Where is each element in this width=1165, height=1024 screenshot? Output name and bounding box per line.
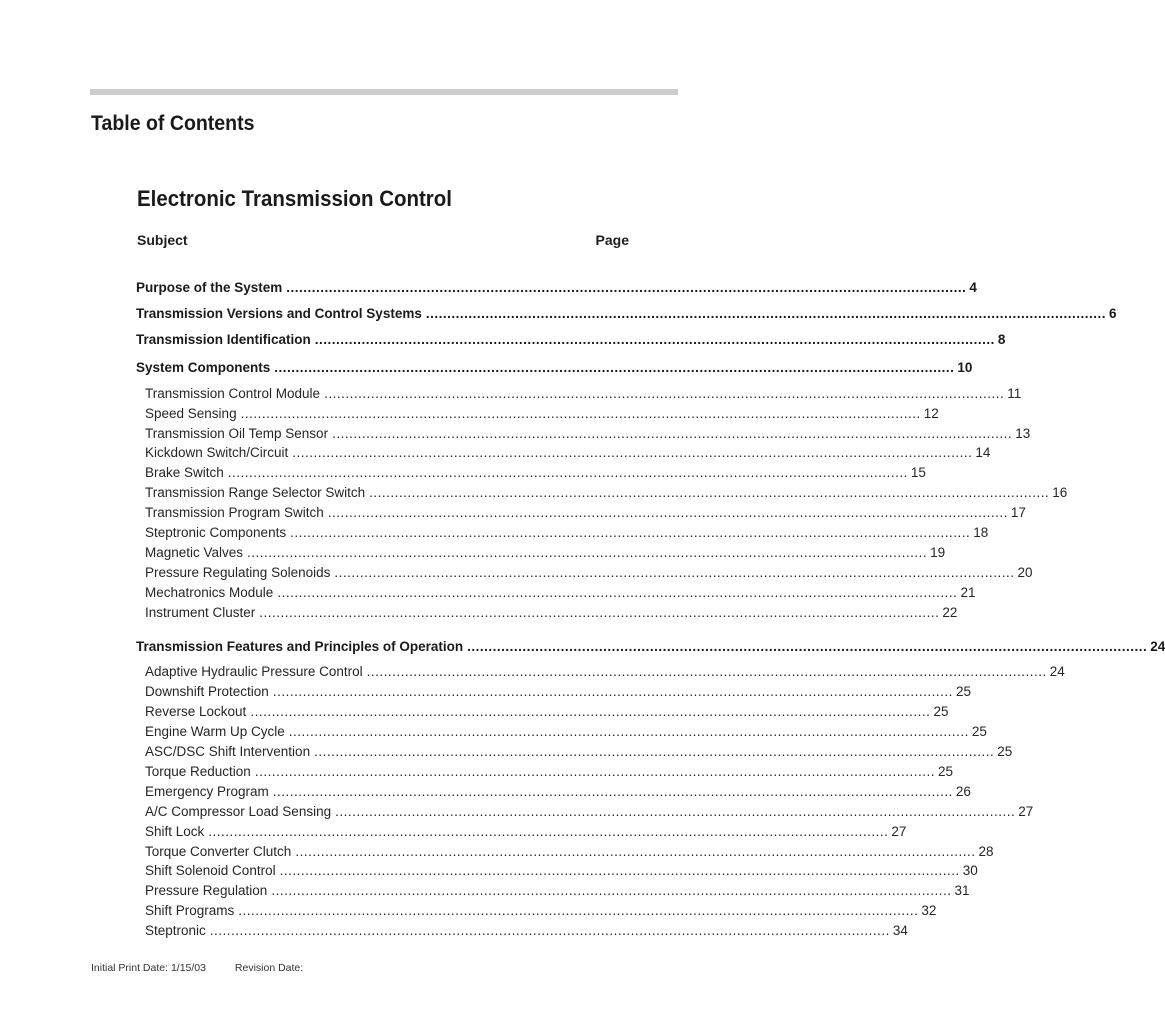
entry-title: Brake Switch <box>145 465 224 480</box>
entry-title: Transmission Program Switch <box>145 505 324 520</box>
toc-subsection-entry[interactable] <box>145 723 987 741</box>
dot-leader: ................................................................................................................................................................ <box>295 844 976 859</box>
toc-section-entry[interactable] <box>136 359 973 377</box>
entry-page-number: 32 <box>921 903 937 918</box>
entry-page-number: 15 <box>910 465 926 480</box>
dot-leader: ................................................................................................................................................................ <box>240 406 921 421</box>
toc-subsection-entry[interactable] <box>145 504 1026 522</box>
toc-subsection-entry[interactable] <box>145 425 1031 443</box>
page-column-header: Page <box>595 232 629 248</box>
entry-title: Downshift Protection <box>145 684 269 699</box>
dot-leader: ................................................................................................................................................................ <box>208 824 889 839</box>
entry-page-number: 25 <box>971 724 987 739</box>
toc-subsection-entry[interactable] <box>145 862 978 880</box>
entry-title: Mechatronics Module <box>145 585 274 600</box>
toc-subsection-entry[interactable] <box>145 743 1013 761</box>
dot-leader: ................................................................................................................................................................ <box>209 923 890 938</box>
dot-leader: ................................................................................................................................................................ <box>314 744 995 759</box>
entry-page-number: 12 <box>923 406 939 421</box>
toc-subsection-entry[interactable] <box>145 564 1033 582</box>
toc-section-entry[interactable] <box>136 331 1006 349</box>
toc-subsection-entry[interactable] <box>145 405 939 423</box>
entry-page-number: 31 <box>954 883 970 898</box>
entry-page-number: 4 <box>969 280 977 295</box>
toc-section-entry[interactable] <box>136 279 977 297</box>
toc-subsection-entry[interactable] <box>145 604 958 622</box>
entry-title: Transmission Identification <box>136 332 311 347</box>
entry-page-number: 24 <box>1150 639 1165 654</box>
entry-page-number: 25 <box>997 744 1013 759</box>
entry-title: Shift Programs <box>145 903 235 918</box>
dot-leader: ................................................................................................................................................................ <box>272 684 953 699</box>
toc-subsection-entry[interactable] <box>145 843 994 861</box>
entry-page-number: 22 <box>942 605 958 620</box>
entry-title: A/C Compressor Load Sensing <box>145 804 332 819</box>
entry-title: Emergency Program <box>145 784 269 799</box>
subject-column-header: Subject <box>137 232 188 248</box>
entry-title: Shift Lock <box>145 824 205 839</box>
entry-page-number: 27 <box>891 824 907 839</box>
toc-subsection-entry[interactable] <box>145 544 946 562</box>
toc-section-entry[interactable] <box>136 305 1117 323</box>
entry-page-number: 10 <box>957 360 973 375</box>
toc-subsection-entry[interactable] <box>145 703 949 721</box>
top-rule <box>90 89 678 95</box>
entry-title: Transmission Features and Principles of Operation <box>136 639 464 654</box>
entry-title: Kickdown Switch/Circuit <box>145 445 289 460</box>
entry-page-number: 30 <box>962 863 978 878</box>
dot-leader: ................................................................................................................................................................ <box>279 863 960 878</box>
entry-title: Pressure Regulating Solenoids <box>145 565 331 580</box>
toc-section-entry[interactable] <box>136 638 1165 656</box>
entry-title: Torque Reduction <box>145 764 251 779</box>
toc-subsection-entry[interactable] <box>145 484 1068 502</box>
dot-leader: ................................................................................................................................................................ <box>277 585 958 600</box>
dot-leader: ................................................................................................................................................................ <box>254 764 935 779</box>
toc-subsection-entry[interactable] <box>145 922 908 940</box>
dot-leader: ................................................................................................................................................................ <box>425 306 1106 321</box>
entry-title: System Components <box>136 360 271 375</box>
dot-leader: ................................................................................................................................................................ <box>292 445 973 460</box>
entry-title: Adaptive Hydraulic Pressure Control <box>145 664 363 679</box>
dot-leader: ................................................................................................................................................................ <box>250 704 931 719</box>
entry-page-number: 13 <box>1015 426 1031 441</box>
dot-leader: ................................................................................................................................................................ <box>327 505 1008 520</box>
document-title: Electronic Transmission Control <box>137 186 452 211</box>
toc-subsection-entry[interactable] <box>145 444 991 462</box>
toc-subsection-entry[interactable] <box>145 663 1065 681</box>
entry-title: Transmission Versions and Control Systems <box>136 306 422 321</box>
entry-page-number: 11 <box>1007 386 1022 401</box>
entry-title: Steptronic Components <box>145 525 287 540</box>
entry-title: Purpose of the System <box>136 280 283 295</box>
entry-page-number: 25 <box>955 684 971 699</box>
dot-leader: ................................................................................................................................................................ <box>467 639 1148 654</box>
dot-leader: ................................................................................................................................................................ <box>227 465 908 480</box>
dot-leader: ................................................................................................................................................................ <box>271 883 952 898</box>
entry-page-number: 19 <box>930 545 946 560</box>
toc-subsection-entry[interactable] <box>145 763 953 781</box>
dot-leader: ................................................................................................................................................................ <box>324 386 1005 401</box>
toc-subsection-entry[interactable] <box>145 683 971 701</box>
dot-leader: ................................................................................................................................................................ <box>332 426 1013 441</box>
entry-page-number: 25 <box>937 764 953 779</box>
entry-page-number: 27 <box>1018 804 1034 819</box>
entry-title: Speed Sensing <box>145 406 237 421</box>
entry-page-number: 14 <box>975 445 991 460</box>
toc-subsection-entry[interactable] <box>145 902 937 920</box>
toc-subsection-entry[interactable] <box>145 783 971 801</box>
dot-leader: ................................................................................................................................................................ <box>288 724 969 739</box>
entry-page-number: 8 <box>997 332 1006 347</box>
entry-page-number: 34 <box>892 923 908 938</box>
toc-heading: Table of Contents <box>91 112 255 135</box>
dot-leader: ................................................................................................................................................................ <box>366 664 1047 679</box>
toc-subsection-entry[interactable] <box>145 464 926 482</box>
entry-title: Transmission Control Module <box>145 386 321 401</box>
dot-leader: ................................................................................................................................................................ <box>335 804 1016 819</box>
entry-page-number: 25 <box>933 704 949 719</box>
print-date: Initial Print Date: 1/15/03 <box>91 962 206 974</box>
toc-subsection-entry[interactable] <box>145 882 970 900</box>
toc-subsection-entry[interactable] <box>145 584 976 602</box>
entry-title: Torque Converter Clutch <box>145 844 292 859</box>
dot-leader: ................................................................................................................................................................ <box>314 332 995 347</box>
entry-title: Reverse Lockout <box>145 704 247 719</box>
entry-title: Transmission Range Selector Switch <box>145 485 366 500</box>
dot-leader: ................................................................................................................................................................ <box>286 280 967 295</box>
entry-title: Engine Warm Up Cycle <box>145 724 285 739</box>
entry-title: Transmission Oil Temp Sensor <box>145 426 329 441</box>
entry-title: Shift Solenoid Control <box>145 863 276 878</box>
toc-subsection-entry[interactable] <box>145 385 1022 403</box>
entry-title: ASC/DSC Shift Intervention <box>145 744 311 759</box>
entry-title: Instrument Cluster <box>145 605 256 620</box>
dot-leader: ................................................................................................................................................................ <box>247 545 928 560</box>
entry-title: Steptronic <box>145 923 206 938</box>
entry-page-number: 17 <box>1010 505 1026 520</box>
dot-leader: ................................................................................................................................................................ <box>334 565 1015 580</box>
dot-leader: ................................................................................................................................................................ <box>272 784 953 799</box>
entry-page-number: 28 <box>978 844 994 859</box>
dot-leader: ................................................................................................................................................................ <box>274 360 955 375</box>
entry-page-number: 20 <box>1017 565 1033 580</box>
entry-page-number: 26 <box>955 784 971 799</box>
entry-title: Pressure Regulation <box>145 883 268 898</box>
dot-leader: ................................................................................................................................................................ <box>238 903 919 918</box>
entry-page-number: 24 <box>1049 664 1065 679</box>
dot-leader: ................................................................................................................................................................ <box>369 485 1050 500</box>
entry-title: Magnetic Valves <box>145 545 244 560</box>
toc-subsection-entry[interactable] <box>145 823 907 841</box>
dot-leader: ................................................................................................................................................................ <box>290 525 971 540</box>
toc-subsection-entry[interactable] <box>145 803 1034 821</box>
revision-date: Revision Date: <box>234 962 304 974</box>
entry-page-number: 18 <box>973 525 989 540</box>
entry-page-number: 16 <box>1052 485 1068 500</box>
footer <box>91 962 303 974</box>
entry-page-number: 21 <box>960 585 976 600</box>
toc-subsection-entry[interactable] <box>145 524 989 542</box>
dot-leader: ................................................................................................................................................................ <box>259 605 940 620</box>
entry-page-number: 6 <box>1108 306 1117 321</box>
